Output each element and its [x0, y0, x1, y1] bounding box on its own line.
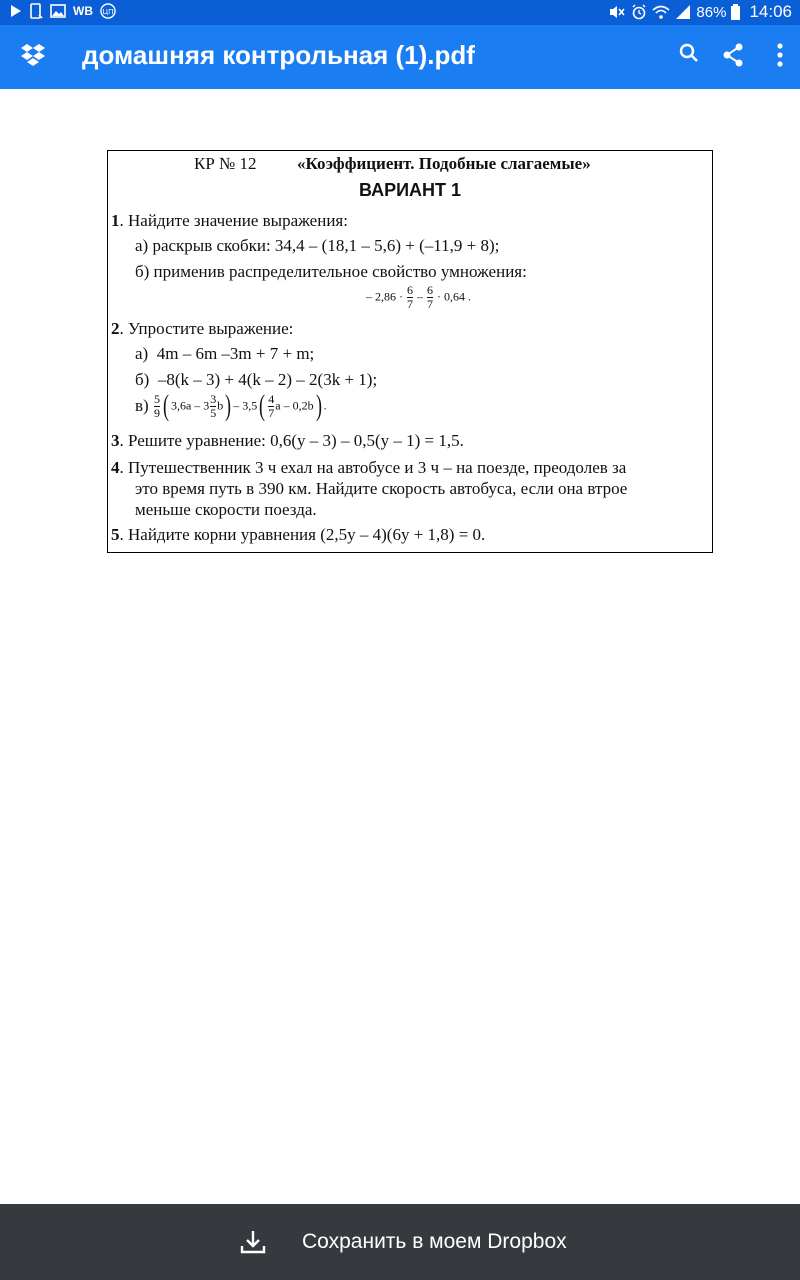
task-5: 5. Найдите корни уравнения (2,5y – 4)(6y + 1,8) = 0. — [111, 525, 486, 544]
task-1a: а) раскрыв скобки: 34,4 – (18,1 – 5,6) + (–11,9 + 8); — [135, 236, 500, 255]
fraction: $\frac{4}{7}$ — [268, 391, 275, 420]
save-to-dropbox-bar[interactable] — [0, 1204, 800, 1280]
task-1-heading: 1. Найдите значение выражения: — [111, 211, 348, 230]
battery-icon — [731, 4, 740, 20]
task-3: 3. Решите уравнение: 0,6(y – 3) – 0,5(y – 1) = 1,5. — [111, 431, 464, 450]
task-2a: а) 4m – 6m –3m + 7 + m; — [135, 344, 315, 363]
share-icon[interactable] — [722, 43, 744, 67]
task-2v: в) $\frac{5}{9}$ ( 3,6a – 3 $\frac{3}{5}$ b) – 3,5( $\frac{4}{7}$ a – 0,2b) . — [135, 389, 327, 422]
alarm-icon — [631, 4, 647, 20]
fraction: $\frac{6}{7}$ — [427, 283, 433, 311]
doc-header-title: «Коэффициент. Подобные слагаемые» — [297, 154, 591, 173]
app-bar — [0, 25, 800, 89]
svg-text:ЦП: ЦП — [102, 8, 114, 16]
search-icon[interactable] — [679, 43, 699, 65]
status-bar — [0, 0, 800, 25]
doc-header-number: КР № 12 — [194, 154, 257, 173]
task-4-line-2: это время путь в 390 км. Найдите скорость автобуса, если она втрое — [135, 479, 628, 498]
phone-icon — [29, 3, 43, 19]
task-4-line-1: 4. Путешественник 3 ч ехал на автобусе и 3 ч – на поезде, преодолев за — [111, 458, 627, 477]
vk-icon — [100, 3, 116, 19]
battery-percent: 86% — [696, 3, 727, 21]
save-to-dropbox-button[interactable]: Сохранить в моем Dropbox — [302, 1230, 567, 1253]
document-title: домашняя контрольная (1).pdf — [82, 40, 475, 70]
image-icon — [50, 4, 66, 18]
play-icon — [10, 4, 22, 18]
status-app-text: WB — [73, 4, 93, 18]
task-2-heading: 2. Упростите выражение: — [111, 319, 294, 338]
download-icon[interactable] — [240, 1230, 266, 1254]
task-2b: б) –8(k – 3) + 4(k – 2) – 2(3k + 1); — [135, 370, 378, 389]
variant-heading: ВАРИАНТ 1 — [358, 180, 462, 200]
more-options-icon[interactable] — [776, 43, 784, 69]
task-4-line-3: меньше скорости поезда. — [135, 500, 317, 519]
fraction: $\frac{5}{9}$ — [153, 391, 160, 420]
fraction: $\frac{6}{7}$ — [407, 283, 413, 311]
wifi-icon — [652, 4, 670, 20]
dropbox-icon[interactable] — [20, 43, 46, 67]
task-1b: б) применив распределительное свойство умножения: — [135, 262, 527, 281]
signal-icon — [675, 4, 691, 20]
pdf-page — [107, 150, 713, 553]
fraction: $\frac{3}{5}$ — [210, 391, 217, 420]
task-1b-expression: – 2,86 · $\frac{6}{7}$ – $\frac{6}{7}$ · 0,64 . — [366, 283, 471, 311]
mute-icon — [608, 4, 626, 20]
clock: 14:06 — [749, 2, 792, 21]
